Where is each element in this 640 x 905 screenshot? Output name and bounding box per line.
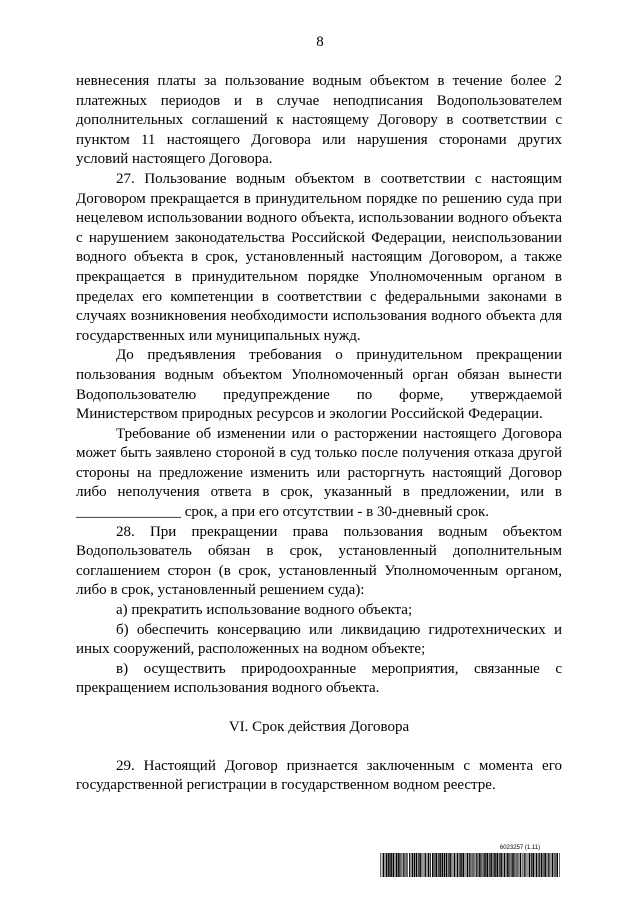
- paragraph-continuation: невнесения платы за пользование водным объектом в течение более 2 платежных периодов и в случае неподписания Водопользователем дополнительных соглашений к настоящему Договору в соответствии с пунктом 11 настоящего Договора или нарушения сторонами других условий настоящего Договора.: [76, 73, 562, 168]
- paragraph-requirement: Требование об изменении или о расторжении настоящего Договора может быть заявлено стороной в суд только после получения отказа другой стороны на предложение изменить или расторгнуть настоящий Договор либо неполучения ответа в срок, указанный в предложении, или в ______________ срок, а при его отсутствии - в 30-дневный срок.: [76, 425, 562, 521]
- page-number: 8: [316, 34, 324, 50]
- paragraph-29: 29. Настоящий Договор признается заключенным с момента его государственной регистрации в государственном водном реестре.: [76, 757, 562, 794]
- section-heading: VI. Срок действия Договора: [228, 719, 410, 735]
- barcode-image: [380, 853, 560, 877]
- paragraph-28: 28. При прекращении права пользования водным объектом Водопользователь обязан в срок, установленный дополнительным соглашением сторон (в срок, установленный Уполномоченным органом, либо в срок, установленный решением суда):: [76, 523, 562, 599]
- paragraph-27: 27. Пользование водным объектом в соответствии с настоящим Договором прекращается в принудительном порядке по решению суда при нецелевом использовании водного объекта, использовании водного объекта с нарушением законодательства Российской Федерации, неиспользовании водного объекта в срок, установленный настоящим Договором, а также прекращается в принудительном порядке Уполномоченным органом в пределах его компетенции в соответствии с федеральными законами в случаях возникновения необходимости использования водного объекта для государственных или муниципальных нужд.: [76, 170, 562, 344]
- form-code: 6023257 (1.11): [499, 845, 541, 851]
- list-item-v: в) осуществить природоохранные мероприятия, связанные с прекращением использования водного объекта.: [76, 660, 562, 697]
- list-item-a: а) прекратить использование водного объекта;: [116, 602, 413, 619]
- paragraph-warning: До предъявления требования о принудительном прекращении пользования водным объектом Уполномоченный орган обязан вынести Водопользователю предупреждение по форме, утверждаемой Министерством природных ресурсов и экологии Российской Федерации.: [76, 347, 562, 423]
- list-item-b: б) обеспечить консервацию или ликвидацию гидротехнических и иных сооружений, расположенных на водном объекте;: [76, 621, 562, 658]
- document-body: [76, 72, 562, 796]
